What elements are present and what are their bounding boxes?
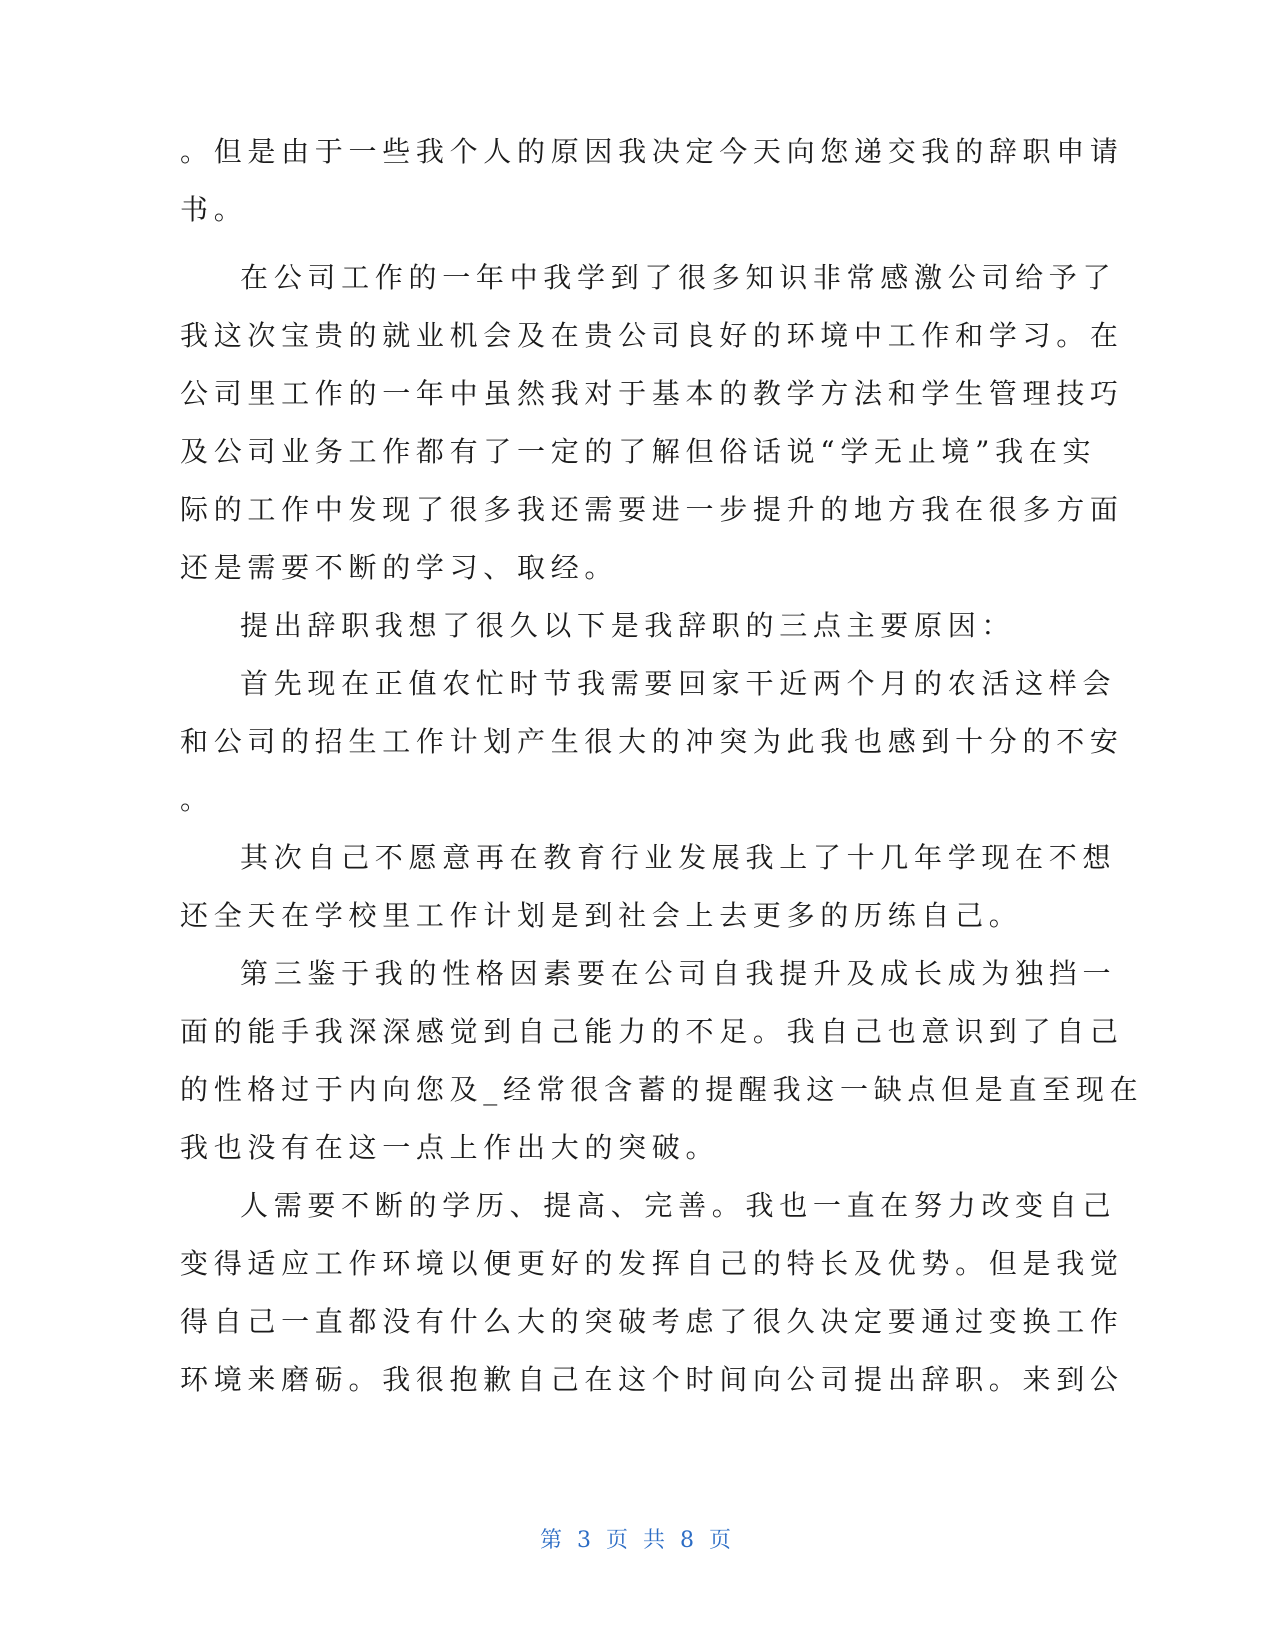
paragraph-start: 首先现在正值农忙时节我需要回家干近两个月的农活这样会: [240, 667, 1117, 700]
text-line: 面的能手我深深感觉到自己能力的不足。我自己也意识到了自己: [180, 1015, 1124, 1048]
text-line: 。但是由于一些我个人的原因我决定今天向您递交我的辞职申请: [180, 135, 1124, 168]
text-line: 我也没有在这一点上作出大的突破。: [180, 1131, 720, 1164]
text-line: 得自己一直都没有什么大的突破考虑了很久决定要通过变换工作: [180, 1305, 1124, 1338]
text-line: 公司里工作的一年中虽然我对于基本的教学方法和学生管理技巧: [180, 377, 1124, 410]
text-line: 。: [180, 783, 214, 816]
text-line: 和公司的招生工作计划产生很大的冲突为此我也感到十分的不安: [180, 725, 1124, 758]
text-line: 的性格过于内向您及_经常很含蓄的提醒我这一缺点但是直至现在: [180, 1073, 1144, 1106]
text-line: 际的工作中发现了很多我还需要进一步提升的地方我在很多方面: [180, 493, 1124, 526]
text-line: 变得适应工作环境以便更好的发挥自己的特长及优势。但是我觉: [180, 1247, 1124, 1280]
text-line: 我这次宝贵的就业机会及在贵公司良好的环境中工作和学习。在: [180, 319, 1124, 352]
text-line: 还是需要不断的学习、取经。: [180, 551, 619, 584]
paragraph-start: 在公司工作的一年中我学到了很多知识非常感激公司给予了: [240, 261, 1117, 294]
text-line: 及公司业务工作都有了一定的了解但俗话说“学无止境”我在实: [180, 435, 1097, 468]
paragraph-start: 第三鉴于我的性格因素要在公司自我提升及成长成为独挡一: [240, 957, 1117, 990]
text-line: 环境来磨砺。我很抱歉自己在这个时间向公司提出辞职。来到公: [180, 1363, 1124, 1396]
paragraph-start: 其次自己不愿意再在教育行业发展我上了十几年学现在不想: [240, 841, 1117, 874]
text-line: 还全天在学校里工作计划是到社会上去更多的历练自己。: [180, 899, 1023, 932]
text-line: 书。: [180, 193, 248, 226]
paragraph-start: 人需要不断的学历、提高、完善。我也一直在努力改变自己: [240, 1189, 1117, 1222]
page-number-footer: 第 3 页 共 8 页: [540, 1528, 735, 1553]
paragraph-start: 提出辞职我想了很久以下是我辞职的三点主要原因：: [240, 609, 1016, 642]
